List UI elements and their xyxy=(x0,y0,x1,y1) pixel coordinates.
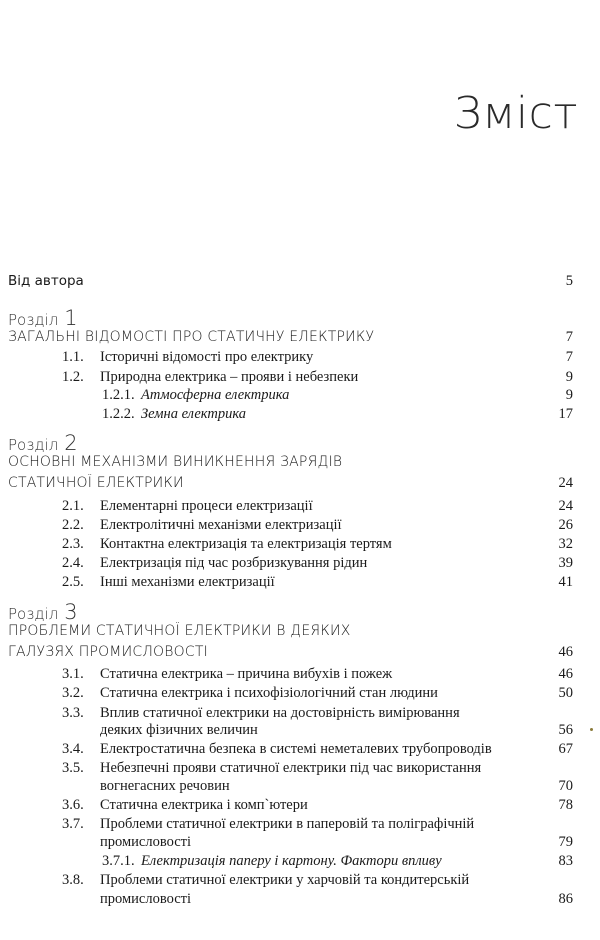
entry-title: ПРОБЛЕМИ СТАТИЧНОЇ ЕЛЕКТРИКИ В ДЕЯКИХ xyxy=(8,623,351,639)
toc-entry xyxy=(0,515,600,535)
entry-title: Проблеми статичної електрики у харчовій та кондитерській xyxy=(100,872,470,888)
entry-title: Статична електрика – причина вибухів і пожеж xyxy=(100,666,393,682)
section-number: 3.5. xyxy=(62,760,84,776)
toc-entry xyxy=(0,720,600,740)
entry-title: Контактна електризація та електризація тертям xyxy=(100,536,392,552)
entry-title: Електризація під час розбризкування рідин xyxy=(100,555,368,571)
section-number: 3.7. xyxy=(62,816,84,832)
entry-title: Інші механізми електризації xyxy=(100,574,275,590)
section-number: 2.2. xyxy=(62,517,84,533)
entry-title: Вплив статичної електрики на достовірність вимірювання xyxy=(100,705,460,721)
chapter-title-row xyxy=(0,621,600,641)
toc-entry xyxy=(0,739,600,759)
page-number: 26 xyxy=(558,517,573,533)
page-number: 41 xyxy=(558,574,573,590)
page-number: 9 xyxy=(565,369,573,385)
section-number: 1.1. xyxy=(62,349,84,365)
toc-entry xyxy=(0,572,600,592)
page-number: 7 xyxy=(565,349,573,365)
entry-title: деяких фізичних величин xyxy=(100,722,258,738)
page-number: 32 xyxy=(558,536,573,552)
toc-entry xyxy=(0,347,600,367)
entry-title: Природна електрика – прояви і небезпеки xyxy=(100,369,359,385)
chapter-number: 2 xyxy=(64,431,78,455)
chapter-prefix: Розділ xyxy=(8,605,59,623)
toc-entry xyxy=(0,795,600,815)
section-number: 3.1. xyxy=(62,666,84,682)
entry-title: Електролітичні механізми електризації xyxy=(100,517,342,533)
chapter-number: 3 xyxy=(64,600,78,624)
section-number: 2.3. xyxy=(62,536,84,552)
toc-entry xyxy=(0,851,600,871)
page-title: Зміст xyxy=(453,88,578,139)
page-number: 79 xyxy=(558,834,573,850)
toc-entry xyxy=(0,664,600,684)
section-number: 3.3. xyxy=(62,705,84,721)
toc-entry xyxy=(0,534,600,554)
page-number: 9 xyxy=(565,387,573,403)
entry-title: промисловості xyxy=(100,834,192,850)
speck-mark xyxy=(590,728,593,731)
section-number: 1.2. xyxy=(62,369,84,385)
chapter-prefix: Розділ xyxy=(8,436,59,454)
toc-entry xyxy=(0,683,600,703)
toc-entry xyxy=(0,889,600,909)
toc-entry xyxy=(0,496,600,516)
section-number: 1.2.1. xyxy=(102,387,135,403)
entry-title: ЗАГАЛЬНІ ВІДОМОСТІ ПРО СТАТИЧНУ ЕЛЕКТРИКУ xyxy=(8,329,375,345)
entry-title: промисловості xyxy=(100,891,192,907)
toc-entry xyxy=(0,367,600,387)
toc-entry xyxy=(0,776,600,796)
section-number: 2.1. xyxy=(62,498,84,514)
chapter-title-row xyxy=(0,473,600,493)
toc-entry xyxy=(0,404,600,424)
toc-entry xyxy=(0,758,600,778)
page-number: 24 xyxy=(558,498,573,514)
section-number: 1.2.2. xyxy=(102,406,135,422)
page-number: 56 xyxy=(558,722,573,738)
page-number: 83 xyxy=(558,853,573,869)
chapter-number: 1 xyxy=(64,306,78,330)
chapter-prefix: Розділ xyxy=(8,311,59,329)
section-number: 3.4. xyxy=(62,741,84,757)
entry-title: Елементарні процеси електризації xyxy=(100,498,313,514)
section-number: 3.2. xyxy=(62,685,84,701)
entry-title: Електростатична безпека в системі неметалевих трубопроводів xyxy=(100,741,492,757)
front-matter-row xyxy=(0,271,600,291)
section-number: 2.5. xyxy=(62,574,84,590)
entry-title: Історичні відомості про електрику xyxy=(100,349,314,365)
toc-entry xyxy=(0,832,600,852)
chapter-title-row xyxy=(0,452,600,472)
page-number: 78 xyxy=(558,797,573,813)
entry-title: ОСНОВНІ МЕХАНІЗМИ ВИНИКНЕННЯ ЗАРЯДІВ xyxy=(8,454,343,470)
page-number: 24 xyxy=(558,475,573,491)
entry-title: ГАЛУЗЯХ ПРОМИСЛОВОСТІ xyxy=(8,644,208,660)
toc-entry xyxy=(0,385,600,405)
entry-title: Статична електрика і комп`ютери xyxy=(100,797,308,813)
page-number: 7 xyxy=(565,329,573,345)
toc-entry xyxy=(0,553,600,573)
entry-title: Статична електрика і психофізіологічний стан людини xyxy=(100,685,438,701)
entry-title: СТАТИЧНОЇ ЕЛЕКТРИКИ xyxy=(8,475,184,491)
section-number: 3.6. xyxy=(62,797,84,813)
page-number: 5 xyxy=(565,273,573,289)
toc-entry xyxy=(0,870,600,890)
entry-title: Проблеми статичної електрики в паперовій та поліграфічній xyxy=(100,816,475,832)
page-number: 46 xyxy=(558,666,573,682)
entry-title: Небезпечні прояви статичної електрики під час використання xyxy=(100,760,482,776)
chapter-title-row xyxy=(0,327,600,347)
chapter-title-row xyxy=(0,642,600,662)
toc-entry xyxy=(0,814,600,834)
page-number: 86 xyxy=(558,891,573,907)
page-number: 46 xyxy=(558,644,573,660)
entry-title: Електризація паперу і картону. Фактори впливу xyxy=(141,853,442,869)
page-number: 17 xyxy=(558,406,573,422)
page-number: 70 xyxy=(558,778,573,794)
section-number: 3.8. xyxy=(62,872,84,888)
page-number: 67 xyxy=(558,741,573,757)
page-number: 39 xyxy=(558,555,573,571)
entry-title: Атмосферна електрика xyxy=(141,387,290,403)
section-number: 2.4. xyxy=(62,555,84,571)
entry-title: Від автора xyxy=(8,273,84,289)
entry-title: Земна електрика xyxy=(141,406,247,422)
page-number: 50 xyxy=(558,685,573,701)
section-number: 3.7.1. xyxy=(102,853,135,869)
entry-title: вогнегасних речовин xyxy=(100,778,230,794)
